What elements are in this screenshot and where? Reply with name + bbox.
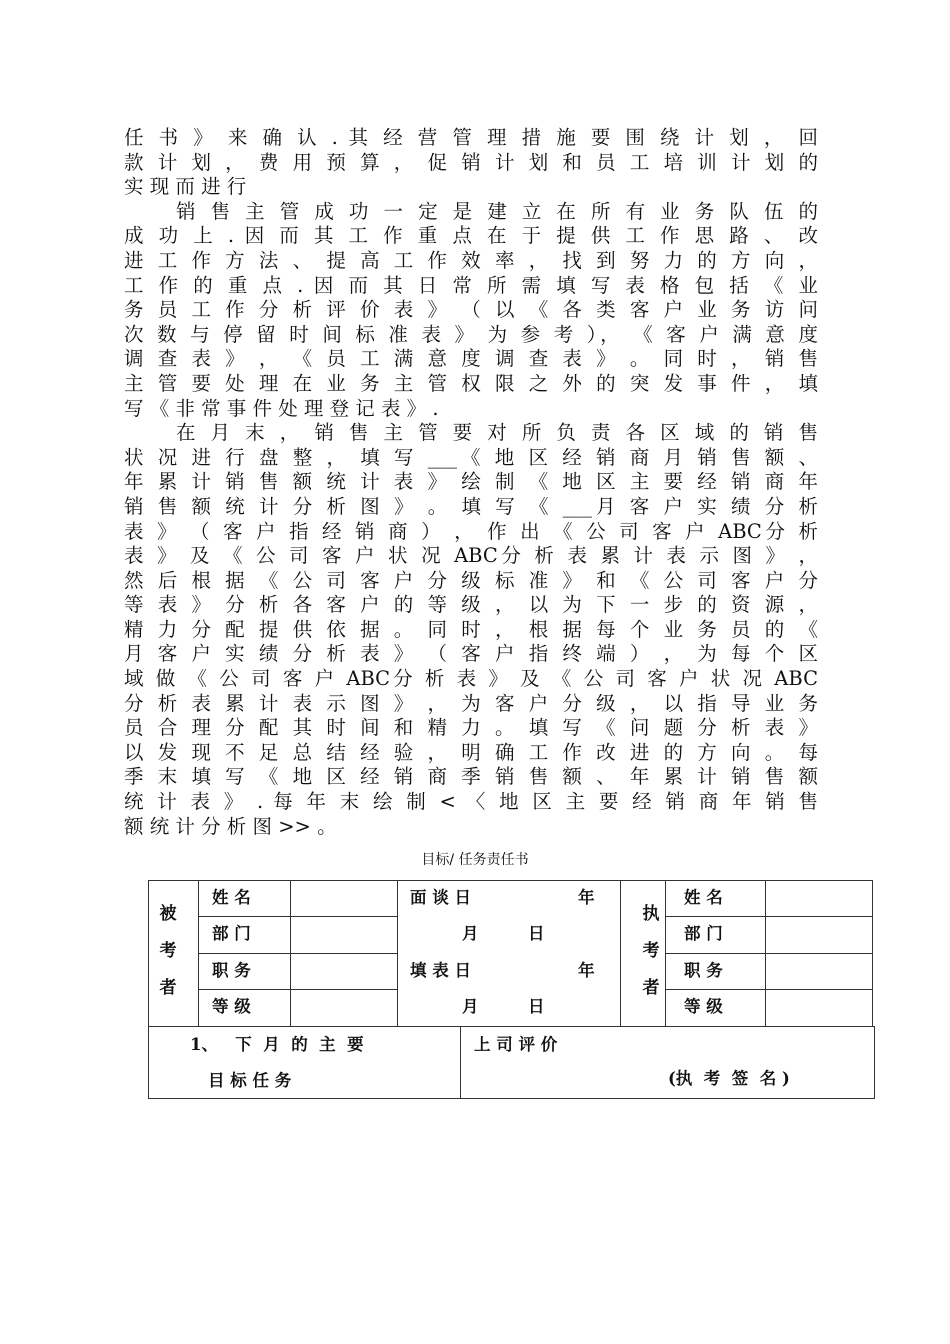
text-line: 精 力 分 配 提 供 依 据 。 同 时 ， 根 据 每 个 业 务 员 的 《 [124,617,818,641]
text-line: 等 表 》 分 析 各 客 户 的 等 级 ， 以 为 下 一 步 的 资 源 ， [124,593,818,617]
fill-year: 年 [578,961,595,980]
evaluator-name-label: 姓 名 [684,888,723,907]
signature-label: (执 考 签 名 ) [668,1069,790,1088]
text-line: 年 累 计 销 售 额 统 计 表 》 绘 制 《 地 区 主 要 经 销 商 年 [124,470,818,494]
table-caption: 目标/ 任务责任书 [421,852,529,868]
interview-date-label: 面 谈 日 [410,888,471,907]
fill-month: 月 [462,997,479,1016]
text-line: 额 统 计 分 析 图 >> 。 [124,814,337,838]
text-line: 分 析 表 累 计 表 示 图 》 ， 为 客 户 分 级 ， 以 指 导 业 务 [124,691,818,715]
text-line: 实 现 而 进 行 [124,175,247,199]
text-line: 销 售 额 统 计 分 析 图 》 。 填 写 《 ___月 客 户 实 绩 分 析 [124,494,818,518]
text-line: 在 月 末 ， 销 售 主 管 要 对 所 负 责 各 区 域 的 销 售 [176,421,818,445]
evaluee-title-label: 职 务 [212,961,251,980]
text-line: 任 书 》 来 确 认 . 其 经 营 管 理 措 施 要 围 绕 计 划 ， 回 [124,126,818,149]
text-line: 写 《 非 常 事 件 处 理 登 记 表 》 . [124,396,439,420]
goal-label-line1: 1、 下 月 的 主 要 [190,1035,364,1054]
evaluee-label: 被 考 者 [159,904,177,998]
text-line: 进 工 作 方 法 、 提 高 工 作 效 率 ， 找 到 努 力 的 方 向 ， [124,248,818,272]
text-line: 然 后 根 据 《 公 司 客 户 分 级 标 准 》 和 《 公 司 客 户 分 [124,568,818,592]
text-line: 表 》 （ 客 户 指 经 销 商 ） ， 作 出 《 公 司 客 户 ABC分 析 [124,519,818,543]
text-line: 统 计 表 》 . 每 年 末 绘 制 < 〈 地 区 主 要 经 销 商 年 销 售 [124,790,818,814]
text-line: 工 作 的 重 点 . 因 而 其 日 常 所 需 填 写 表 格 包 括 《 业 [124,273,818,297]
text-line: 域 做 《 公 司 客 户 ABC分 析 表 》 及 《 公 司 客 户 状 况 ABC [124,667,818,691]
evaluee-level-label: 等 级 [212,997,251,1016]
evaluator-title-label: 职 务 [684,961,723,980]
fill-day: 日 [528,997,545,1016]
text-line: 款 计 划 ， 费 用 预 算 ， 促 销 计 划 和 员 工 培 训 计 划 的 [124,150,818,174]
text-line: 以 发 现 不 足 总 结 经 验 ， 明 确 工 作 改 进 的 方 向 。 每 [124,740,818,764]
superior-eval-label: 上 司 评 价 [474,1035,558,1054]
text-line: 主 管 要 处 理 在 业 务 主 管 权 限 之 外 的 突 发 事 件 ， 填 [124,371,818,395]
interview-month: 月 [462,924,479,943]
evaluator-level-label: 等 级 [684,997,723,1016]
text-line: 状 况 进 行 盘 整 ， 填 写 ___《 地 区 经 销 商 月 销 售 额 、 [124,445,818,469]
interview-day: 日 [528,924,545,943]
text-line: 月 客 户 实 绩 分 析 表 》 （ 客 户 指 终 端 ） ， 为 每 个 区 [124,642,818,666]
fill-date-label: 填 表 日 [410,961,471,980]
evaluee-name-label: 姓 名 [212,888,251,907]
evaluator-dept-label: 部 门 [684,924,723,943]
evaluee-dept-label: 部 门 [212,924,251,943]
body-text [124,126,818,839]
text-line: 次 数 与 停 留 时 间 标 准 表 》 为 参 考 ）， 《 客 户 满 意 度 [124,322,818,346]
interview-year: 年 [578,888,595,907]
goal-label-line2: 目 标 任 务 [208,1071,292,1090]
text-line: 员 合 理 分 配 其 时 间 和 精 力 。 填 写 《 问 题 分 析 表 》 [124,716,818,740]
text-line: 季 末 填 写 《 地 区 经 销 商 季 销 售 额 、 年 累 计 销 售 额 [124,765,818,789]
text-line: 务 员 工 作 分 析 评 价 表 》 （ 以 《 各 类 客 户 业 务 访 问 [124,298,818,322]
text-line: 调 查 表 》 ， 《 员 工 满 意 度 调 查 表 》 。 同 时 ， 销 售 [124,347,818,371]
text-line: 表 》 及 《 公 司 客 户 状 况 ABC分 析 表 累 计 表 示 图 》 ， [124,544,818,568]
evaluator-label: 执 考 者 [642,904,660,998]
text-line: 成 功 上 . 因 而 其 工 作 重 点 在 于 提 供 工 作 思 路 、 改 [124,224,818,248]
text-line: 销 售 主 管 成 功 一 定 是 建 立 在 所 有 业 务 队 伍 的 [176,199,818,223]
